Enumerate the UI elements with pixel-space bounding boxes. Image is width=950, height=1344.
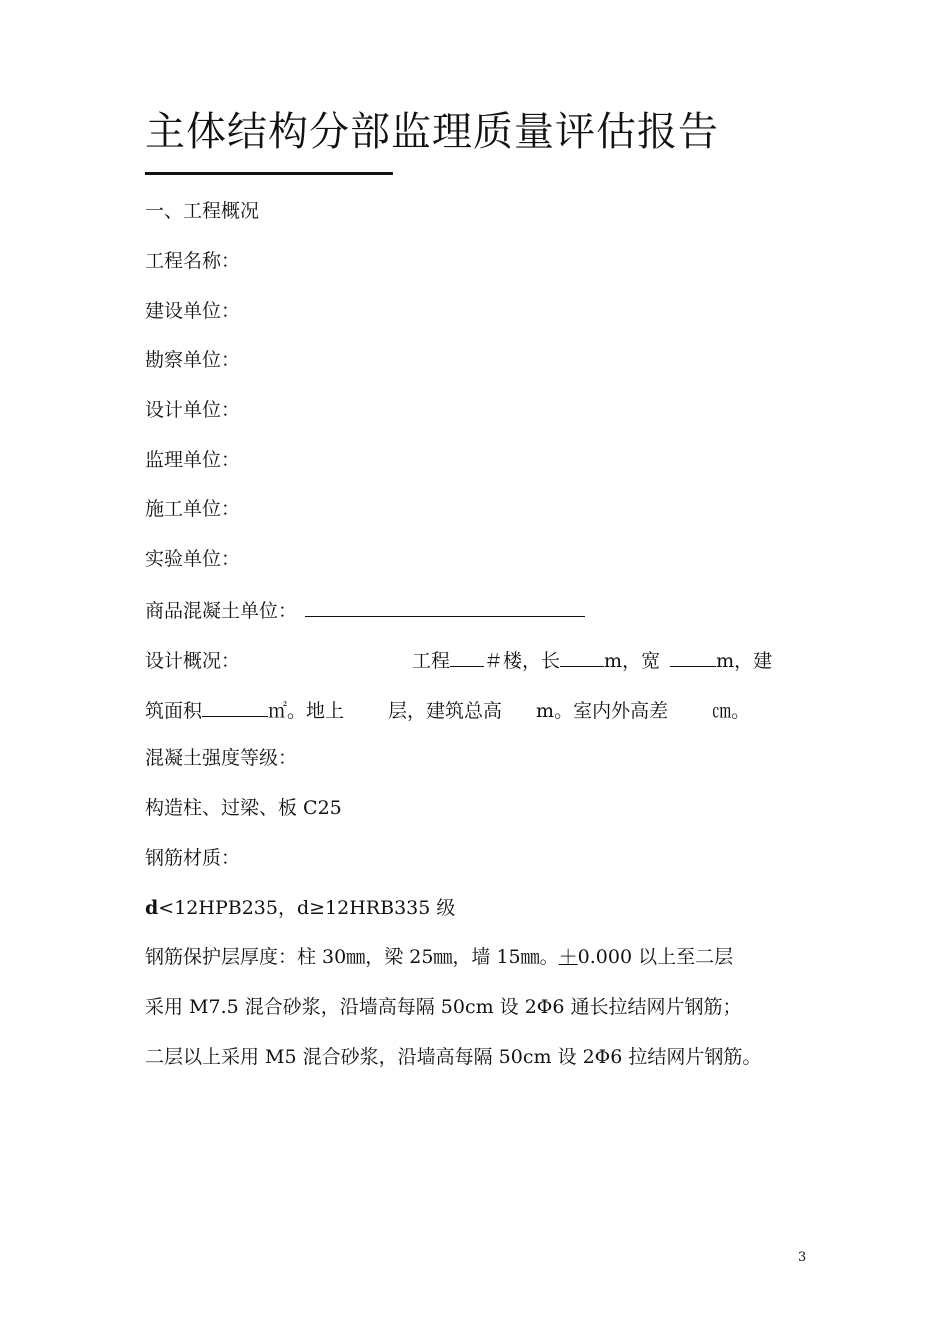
floors-text: 层，建筑总高 xyxy=(388,700,503,722)
plus-minus-sign: ＋ xyxy=(558,946,578,968)
design-overview-line2 xyxy=(145,694,750,726)
field-design: 设计单位： xyxy=(145,399,241,421)
design-overview-label: 设计概况： xyxy=(145,650,241,672)
diff-unit: ㎝。 xyxy=(712,700,751,722)
page-title: 主体结构分部监理质量评估报告 xyxy=(145,109,719,155)
field-client: 建设单位： xyxy=(145,300,241,322)
concrete-supplier-blank xyxy=(305,594,585,617)
page-number: 3 xyxy=(798,1250,807,1265)
rebar-value xyxy=(145,893,455,923)
concrete-grade-label: 混凝土强度等级： xyxy=(145,747,298,769)
title-underline xyxy=(145,172,393,175)
cover-line-3: 二层以上采用 M5 混合砂浆，沿墙高每隔 50cm 设 2Φ6 拉结网片钢筋。 xyxy=(145,1046,762,1068)
field-concrete-supplier xyxy=(145,594,585,626)
building-no-blank xyxy=(450,644,484,667)
width-unit: m，建 xyxy=(716,650,773,672)
field-project-name: 工程名称： xyxy=(145,250,241,272)
cover-line-1-b: 0.000 以上至二层 xyxy=(577,946,734,968)
field-supervision: 监理单位： xyxy=(145,449,241,471)
length-blank xyxy=(560,644,604,667)
cover-line-1-a: 钢筋保护层厚度：柱 30㎜，梁 25㎜，墙 15㎜。 xyxy=(145,946,559,968)
concrete-grade-value: 构造柱、过梁、板 C25 xyxy=(145,797,342,819)
field-concrete-supplier-label: 商品混凝土单位： xyxy=(145,600,298,622)
height-unit: m。室内外高差 xyxy=(536,700,669,722)
field-survey: 勘察单位： xyxy=(145,349,241,371)
field-construction: 施工单位： xyxy=(145,498,241,520)
field-testing: 实验单位： xyxy=(145,548,241,570)
rebar-value-rest: <12HPB235，d≥12HRB335 级 xyxy=(158,897,456,919)
rebar-value-d: d xyxy=(145,897,159,919)
cover-line-2: 采用 M7.5 混合砂浆，沿墙高每隔 50cm 设 2Φ6 通长拉结网片钢筋； xyxy=(145,996,742,1018)
project-word: 工程 xyxy=(412,650,451,672)
area-blank xyxy=(202,694,268,717)
building-no-text: ＃楼，长 xyxy=(484,650,561,672)
rebar-label: 钢筋材质： xyxy=(145,847,241,869)
width-blank xyxy=(670,644,716,667)
design-overview-line1 xyxy=(145,644,772,676)
area-unit: ㎡。地上 xyxy=(268,700,345,722)
area-label: 筑面积 xyxy=(145,700,203,722)
length-unit: m，宽 xyxy=(604,650,661,672)
cover-line-1 xyxy=(145,942,733,972)
section-heading: 一、工程概况 xyxy=(145,200,260,222)
